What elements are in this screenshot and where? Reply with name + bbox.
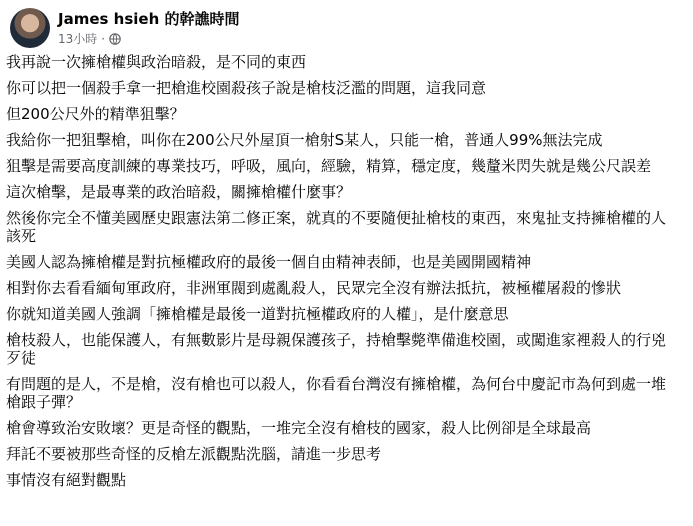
post-time[interactable]: 13小時 <box>58 31 98 46</box>
post-paragraph: 美國人認為擁槍權是對抗極權政府的最後一個自由精神表師，也是美國開國精神 <box>6 253 532 271</box>
post-content <box>6 53 679 497</box>
post-paragraph: 槍枝殺人，也能保護人，有無數影片是母親保護孩子，持槍擊斃準備進校園，或闖進家裡殺人的行兇歹徒 <box>6 331 667 367</box>
post-paragraph: 但200公尺外的精準狙擊？ <box>6 105 185 123</box>
post-paragraph: 這次槍擊，是最專業的政治暗殺，關擁槍權什麼事？ <box>6 183 352 201</box>
post-paragraph: 相對你去看看緬甸軍政府，非洲軍閥到處亂殺人，民眾完全沒有辦法抵抗，被極權屠殺的慘狀 <box>6 279 622 297</box>
meta-separator: · <box>101 31 106 46</box>
post-paragraph: 拜託不要被那些奇怪的反槍左派觀點洗腦，請進一步思考 <box>6 445 382 463</box>
post-paragraph: 狙擊是需要高度訓練的專業技巧，呼吸，風向，經驗，精算，穩定度，幾釐米閃失就是幾公尺誤差 <box>6 157 652 175</box>
post-header <box>10 8 239 48</box>
author-avatar[interactable] <box>10 8 50 48</box>
globe-icon <box>109 33 121 45</box>
post-paragraph: 然後你完全不懂美國歷史跟憲法第二修正案，就真的不要隨便扯槍枝的東西，來鬼扯支持擁槍權的人該死 <box>6 209 667 245</box>
post-meta-row <box>58 31 239 47</box>
post-paragraph: 你可以把一個殺手拿一把槍進校園殺孩子說是槍枝泛濫的問題，這我同意 <box>6 79 487 97</box>
post-paragraph: 有問題的是人，不是槍，沒有槍也可以殺人，你看看台灣沒有擁槍權，為何台中慶記市為何到處一堆槍跟子彈？ <box>6 375 667 411</box>
post-paragraph: 事情沒有絕對觀點 <box>6 471 127 489</box>
post-paragraph: 我給你一把狙擊槍，叫你在200公尺外屋頂一槍射S某人，只能一槍，普通人99%無法完成 <box>6 131 603 149</box>
author-meta <box>58 10 239 47</box>
post-paragraph: 我再說一次擁槍權與政治暗殺，是不同的東西 <box>6 53 307 71</box>
post-paragraph: 你就知道美國人強調「擁槍權是最後一道對抗極權政府的人權」，是什麼意思 <box>6 305 509 323</box>
post-paragraph: 槍會導致治安敗壞？更是奇怪的觀點，一堆完全沒有槍枝的國家，殺人比例卻是全球最高 <box>6 419 592 437</box>
author-name[interactable]: James hsieh 的幹譙時間 <box>58 9 240 28</box>
